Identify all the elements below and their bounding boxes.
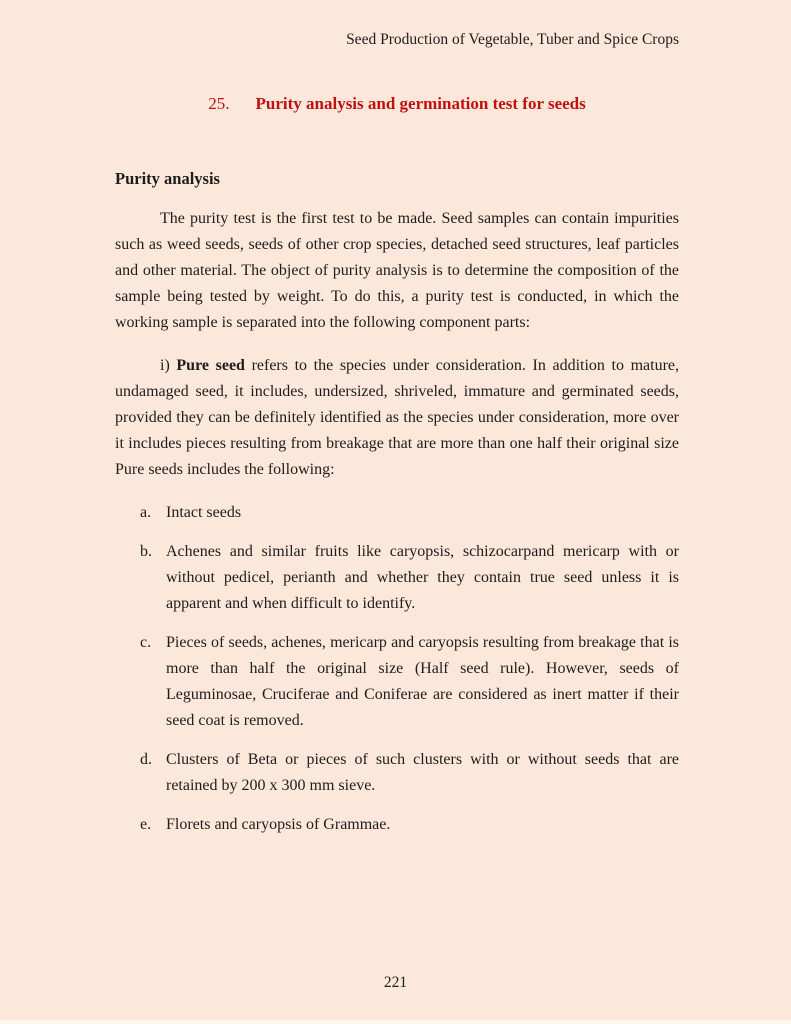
list-item-marker: c. xyxy=(140,634,152,651)
paragraph-2-text: refers to the species under consideration. In addition to mature, undamaged seed, it includes, undersized, shriveled, immature and germinated seeds, provided they can be definitely identified as the species under consideration, more over it includes pieces resulting from breakage that are more than one half their original size Pure seeds includes the following: xyxy=(115,357,680,478)
chapter-heading xyxy=(115,92,679,116)
chapter-title: Purity analysis and germination test for seeds xyxy=(255,94,586,113)
list-item xyxy=(140,747,679,799)
list-item-marker: b. xyxy=(140,543,152,560)
page-bottom-edge xyxy=(0,1020,791,1024)
list-item xyxy=(140,500,679,526)
pure-seed-list xyxy=(115,500,679,838)
chapter-number: 25. xyxy=(208,94,230,113)
body-paragraph-1: The purity test is the first test to be made. Seed samples can contain impurities such as weed seeds, seeds of other crop species, detached seed structures, leaf particles and other material. The object of purity analysis is to determine the composition of the sample being tested by weight. To do this, a purity test is conducted, in which the working sample is separated into the following component parts: xyxy=(115,210,679,331)
list-item xyxy=(140,539,679,617)
page-number: 221 xyxy=(383,974,408,991)
list-item-text: Intact seeds xyxy=(166,504,242,521)
list-item xyxy=(140,630,679,734)
list-item-marker: e. xyxy=(140,816,152,833)
pure-seed-term: Pure seed xyxy=(176,357,245,374)
roman-numeral-prefix: i) xyxy=(160,357,177,374)
list-item-text: Florets and caryopsis of Grammae. xyxy=(166,816,391,833)
list-item-text: Pieces of seeds, achenes, mericarp and caryopsis resulting from breakage that is more than half the original size (Half seed rule). However, seeds of Leguminosae, Cruciferae and Coniferae are considered as inert matter if their seed coat is removed. xyxy=(166,634,679,729)
list-item xyxy=(140,812,679,838)
running-header: Seed Production of Vegetable, Tuber and Spice Crops xyxy=(346,31,679,48)
section-heading: Purity analysis xyxy=(115,169,220,188)
list-item-marker: a. xyxy=(140,504,152,521)
list-item-text: Achenes and similar fruits like caryopsis, schizocarpand mericarp with or without pedicel, perianth and whether they contain true seed unless it is apparent and when difficult to identify. xyxy=(166,543,679,612)
body-paragraph-2 xyxy=(115,353,679,483)
list-item-text: Clusters of Beta or pieces of such clusters with or without seeds that are retained by 200 x 300 mm sieve. xyxy=(166,751,679,794)
list-item-marker: d. xyxy=(140,751,152,768)
